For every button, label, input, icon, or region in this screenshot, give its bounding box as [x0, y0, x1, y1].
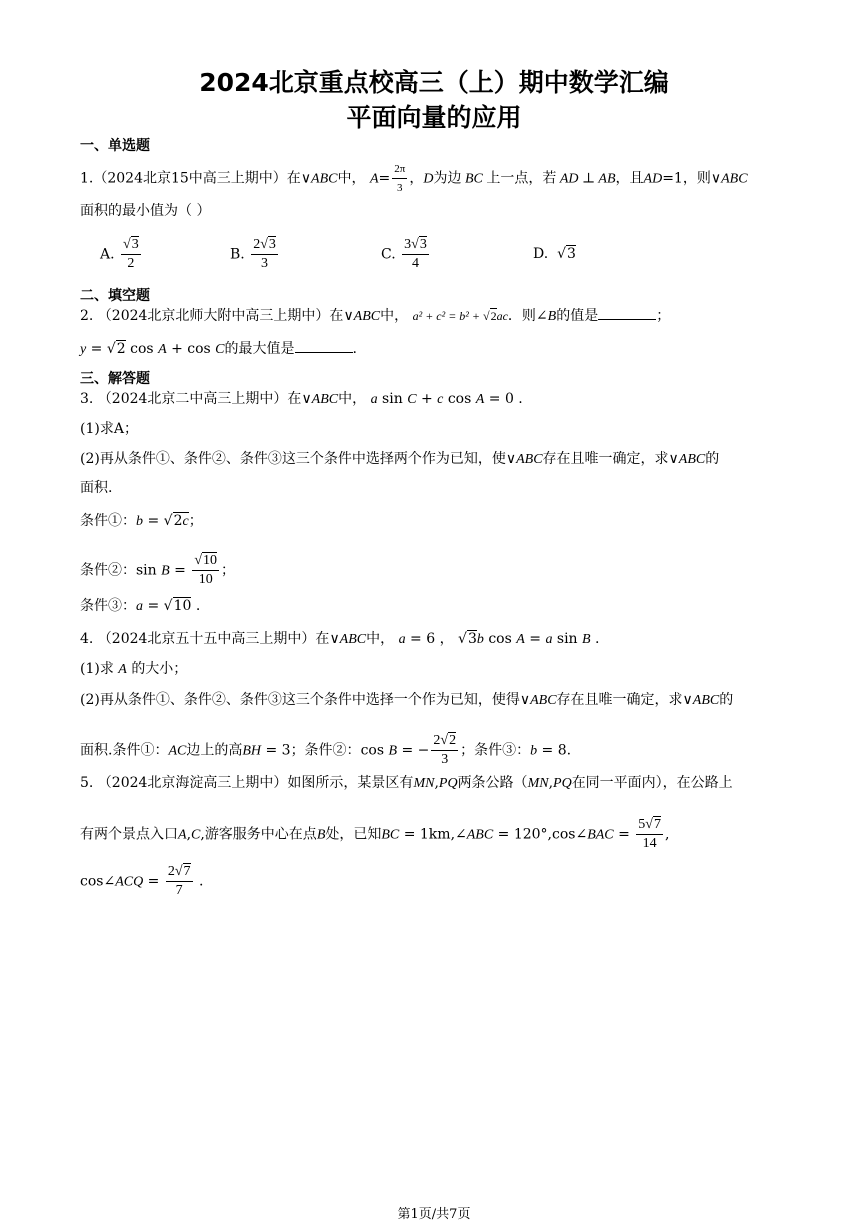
q3-condition-3: 条件③：a = √10 . [80, 598, 201, 614]
section-heading-single-choice: 一、单选题 [80, 138, 150, 154]
page-subtitle: 平面向量的应用 [346, 103, 522, 132]
section-heading-fill-blank: 二、填空题 [80, 288, 150, 304]
q2-stem-line2: y = √2 cos A + cos C的最大值是 . [80, 338, 357, 360]
q4-part2: (2)再从条件①、条件②、条件③这三个条件中选择一个作为已知，使得∨ABC存在且唯一确定，求∨ABC的 [80, 692, 734, 708]
q2-stem: 2. （2024北京北师大附中高三上期中）在∨ABC中， a² + c² = b² + √2ac．则∠B的值是 ； [80, 305, 670, 327]
q3-condition-1: 条件①：b = √2c； [80, 513, 203, 529]
page-title: 2024北京重点校高三（上）期中数学汇编 [199, 68, 669, 97]
q3-part1: (1)求A； [80, 421, 138, 437]
q3-part2-line2: 面积. [80, 480, 113, 496]
section-heading-answer: 三、解答题 [80, 371, 150, 387]
q1-stem-line2: 面积的最小值为（ ） [80, 203, 211, 219]
q4-part1: (1)求 A 的大小； [80, 661, 188, 677]
q1-option-c: C. $\frac{3√3}{4}$ [381, 237, 427, 271]
q4-conditions: 面积.条件①：AC边上的高BH = 3；条件②：cos B = − $\frac{2√2}{3}$ ；条件③：b = 8. [80, 733, 572, 767]
q3-part2: (2)再从条件①、条件②、条件③这三个条件中选择两个作为已知，使∨ABC存在且唯一确定，求∨ABC的 [80, 451, 720, 467]
q3-stem: 3. （2024北京二中高三上期中）在∨ABC中， a sin C + c cos A = 0 . [80, 391, 523, 407]
q1-option-a: A. $\frac{√3}{2}$ [100, 237, 139, 271]
q1-option-b: B. $\frac{2√3}{3}$ [230, 237, 276, 271]
q5-stem-line2: 有两个景点入口A,C,游客服务中心在点B处，已知BC = 1km,∠ABC = 120°,cos∠BAC = $\frac{5√7}{14}$ , [80, 817, 670, 851]
q1-stem: 1.（2024北京15中高三上期中）在∨ABC中， A= $\frac{2\pi}{3}$ ，D为边 BC 上一点，若 AD ⊥ AB，且AD=1，则∨ABC [80, 160, 748, 197]
q3-condition-2: 条件②：sin B = $\frac{√10}{10}$ ； [80, 553, 236, 587]
q4-stem: 4. （2024北京五十五中高三上期中）在∨ABC中， a = 6 ， √3b cos A = a sin B . [80, 631, 600, 647]
page-footer: 第1页/共7页 [397, 1207, 471, 1222]
q5-stem-line3: cos∠ACQ = $\frac{2√7}{7}$ . [80, 864, 204, 898]
q1-option-d: D. √3 [533, 246, 576, 262]
q5-stem: 5. （2024北京海淀高三上期中）如图所示，某景区有MN,PQ两条公路（MN,PQ在同一平面内），在公路上 [80, 775, 733, 791]
